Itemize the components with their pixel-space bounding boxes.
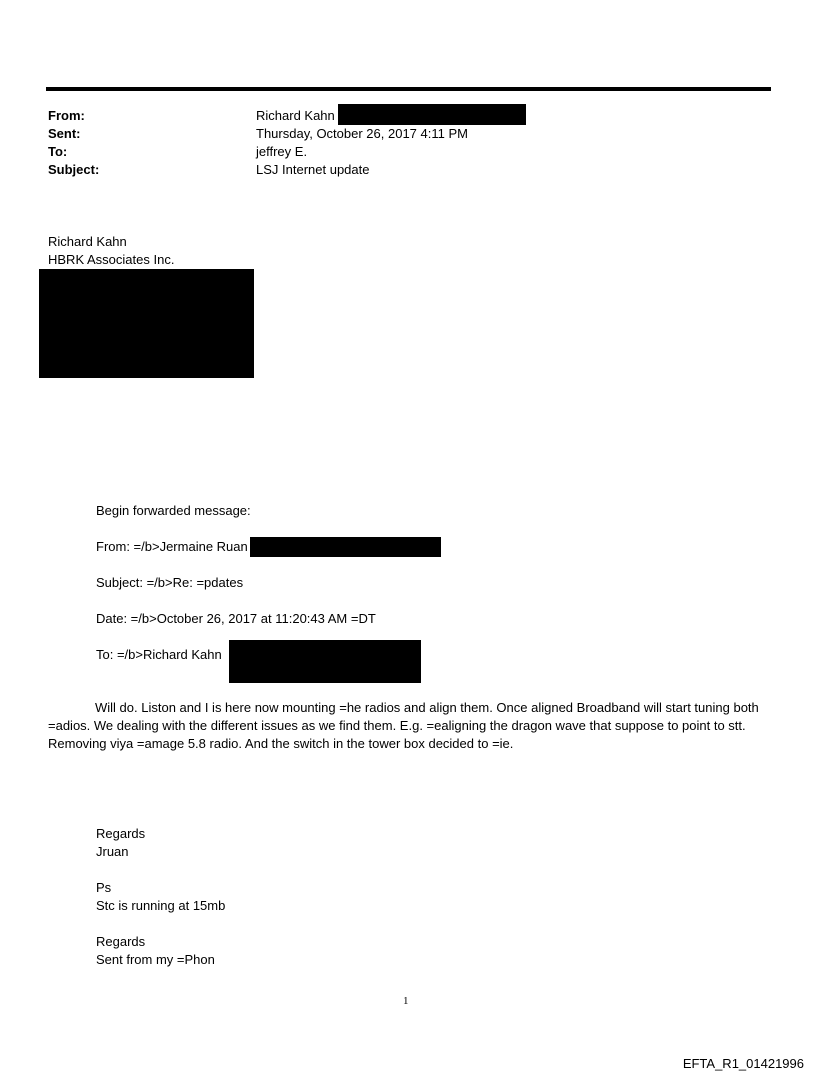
- redaction-forward-from: [250, 537, 441, 557]
- redaction-forward-to: [229, 640, 421, 683]
- body-text: Will do. Liston and I is here now mounting =he radios and align them. Once aligned Broadband will start tuning both =adios. We dealing with the different issues as we find them. E.g. =ealigning the dragon wave that suppose to point to stt. Removing viya =amage 5.8 radio. And the switch in the tower box decided to =ie.: [48, 700, 759, 751]
- sent-label: Sent:: [48, 126, 81, 141]
- from-label: From:: [48, 108, 85, 123]
- forward-date: Date: =/b>October 26, 2017 at 11:20:43 AM =DT: [96, 611, 376, 626]
- page-number: 1: [403, 995, 409, 1007]
- forward-to: To: =/b>Richard Kahn: [96, 647, 222, 662]
- ps-label: Ps: [96, 880, 112, 895]
- bates-number: EFTA_R1_01421996: [682, 1056, 804, 1071]
- regards-line-2: Regards: [96, 934, 146, 949]
- subject-value: LSJ Internet update: [256, 162, 370, 177]
- subject-label: Subject:: [48, 162, 100, 177]
- from-value: Richard Kahn: [256, 108, 335, 123]
- forward-from: From: =/b>Jermaine Ruan: [96, 539, 248, 554]
- sent-from-line: Sent from my =Phon: [96, 952, 215, 967]
- forward-intro: Begin forwarded message:: [96, 503, 251, 518]
- redaction-signature-block: [39, 269, 254, 378]
- ps-text: Stc is running at 15mb: [96, 898, 226, 913]
- to-value: jeffrey E.: [256, 144, 308, 159]
- redaction-from-email: [338, 104, 526, 125]
- forward-subject: Subject: =/b>Re: =pdates: [96, 575, 244, 590]
- signature-name: Richard Kahn: [48, 234, 127, 249]
- to-label: To:: [48, 144, 68, 159]
- sent-value: Thursday, October 26, 2017 4:11 PM: [256, 126, 468, 141]
- header-rule: [46, 87, 771, 91]
- regards-line-1: Regards: [96, 826, 146, 841]
- sender-name: Jruan: [96, 844, 129, 859]
- body-paragraph: [48, 699, 776, 753]
- signature-company: HBRK Associates Inc.: [48, 252, 175, 267]
